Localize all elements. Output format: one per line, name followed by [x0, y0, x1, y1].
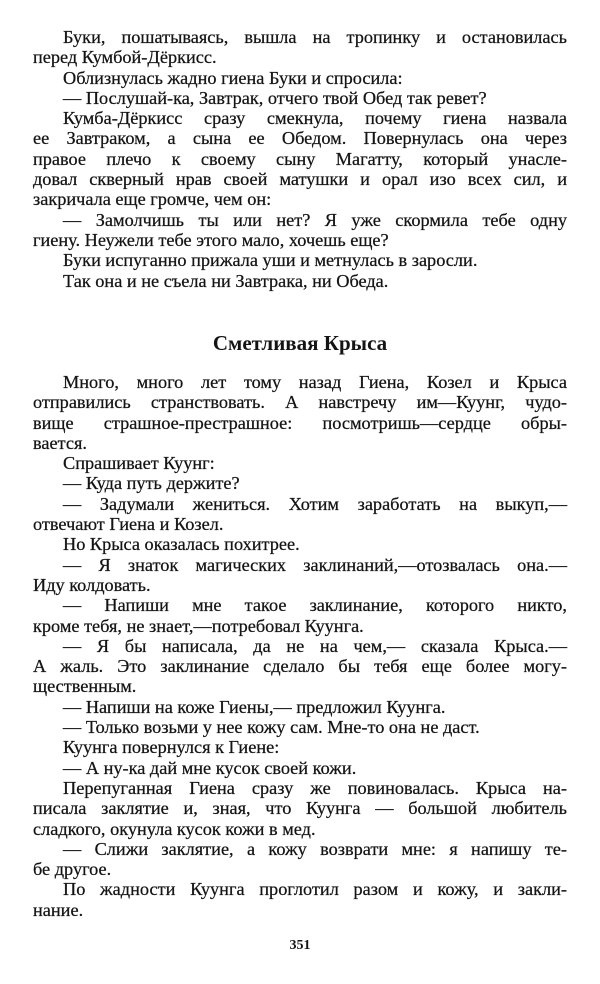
text-line: правое плечо к своему сыну Магатту, который унасле- [33, 148, 567, 169]
story-body [33, 372, 567, 920]
text-line: — Куда путь держите? [63, 473, 240, 494]
text-line: довал скверный нрав своей матушки и орал изо всех сил, и [33, 169, 567, 190]
text-line: Но Крыса оказалась похитрее. [63, 534, 300, 555]
text-line: нание. [33, 899, 84, 920]
text-line: писала заклятие и, зная, что Куунга — большой любитель [33, 798, 567, 819]
text-line: перед Кумбой-Дёркисс. [33, 47, 217, 68]
text-line: По жадности Куунга проглотил разом и кожу, и закли- [63, 879, 567, 900]
text-line: Перепуганная Гиена сразу же повиновалась. Крыса на- [63, 777, 567, 798]
text-line: бе другое. [33, 859, 112, 880]
text-line: — Слижи заклятие, а кожу возврати мне: я напишу те- [63, 838, 567, 859]
text-line: — Я знаток магических заклинаний,—отозвалась она.— [63, 554, 567, 575]
text-line: — Послушай-ка, Завтрак, отчего твой Обед так ревет? [63, 87, 487, 108]
text-line: вище страшное-престрашное: посмотришь—сердце обры- [33, 412, 567, 433]
previous-story-ending [33, 27, 567, 291]
text-line: сладкого, окунула кусок кожи в мед. [33, 818, 316, 839]
text-line: щественным. [33, 676, 137, 697]
text-line: — Замолчишь ты или нет? Я уже скормила тебе одну [63, 209, 567, 230]
text-line: Иду колдовать. [33, 574, 151, 595]
text-line: — Только возьми у нее кожу сам. Мне-то она не даст. [63, 717, 480, 738]
text-line: ее Завтраком, а сына ее Обедом. Повернулась она через [33, 128, 567, 149]
text-line: отвечают Гиена и Козел. [33, 514, 224, 535]
text-line: отправились странствовать. А навстречу им—Куунг, чудо- [33, 392, 567, 413]
text-line: — Напиши на коже Гиены,— предложил Куунга. [63, 696, 446, 717]
text-line: Много, много лет тому назад Гиена, Козел и Крыса [63, 372, 567, 392]
story-title: Сметливая Крыса [212, 331, 388, 355]
text-line: — Я бы написала, да не на чем,— сказала Крыса.— [63, 635, 567, 656]
text-line: — Напиши мне такое заклинание, которого никто, [63, 595, 567, 616]
text-line: вается. [33, 432, 87, 453]
text-line: Кумба-Дёркисс сразу смекнула, почему гиена назвала [63, 108, 567, 129]
text-line: Спрашивает Куунг: [63, 453, 215, 474]
text-line: Буки испуганно прижала уши и метнулась в заросли. [63, 250, 478, 271]
page-number: 351 [289, 938, 311, 953]
text-line: кроме тебя, не знает,—потребовал Куунга. [33, 615, 364, 636]
text-line: гиену. Неужели тебе этого мало, хочешь еще? [33, 229, 389, 250]
text-line: Облизнулась жадно гиена Буки и спросила: [63, 67, 403, 88]
text-line: А жаль. Это заклинание сделало бы тебя еще более могу- [33, 656, 567, 677]
text-line: — Задумали жениться. Хотим заработать на выкуп,— [63, 493, 567, 514]
text-line: — А ну-ка дай мне кусок своей кожи. [63, 757, 357, 778]
text-line: Куунга повернулся к Гиене: [63, 737, 280, 758]
text-line: закричала еще громче, чем он: [33, 189, 272, 210]
text-line: Буки, пошатываясь, вышла на тропинку и остановилась [63, 27, 567, 47]
text-line: Так она и не съела ни Завтрака, ни Обеда. [63, 270, 389, 291]
